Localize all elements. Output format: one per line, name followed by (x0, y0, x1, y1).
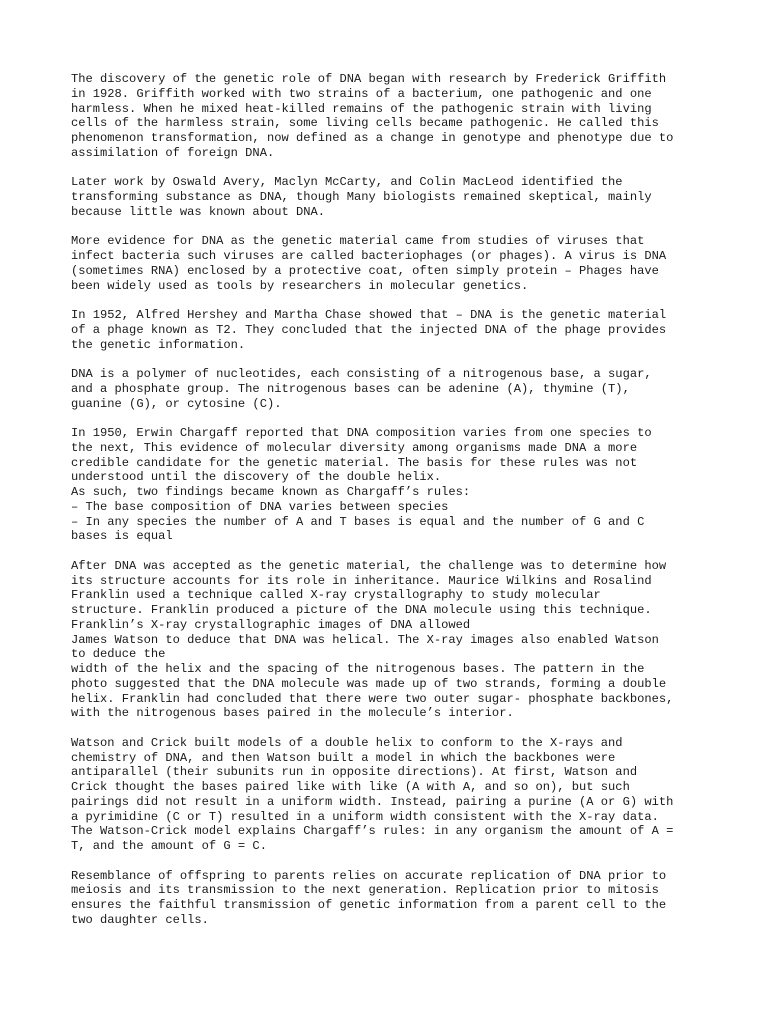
text-line: because little was known about DNA. (71, 204, 326, 219)
text-line: the genetic information. (71, 337, 246, 352)
text-line: Later work by Oswald Avery, Maclyn McCarty, and Colin MacLeod identified the (71, 175, 623, 190)
text-line: the next, This evidence of molecular diversity among organisms made DNA a more (71, 440, 638, 455)
text-line: its structure accounts for its role in inheritance. Maurice Wilkins and Rosalind (71, 573, 652, 588)
text-line: a pyrimidine (C or T) resulted in a uniform width consistent with the X-ray data. (71, 809, 659, 824)
text-line: Crick thought the bases paired like with like (A with A, and so on), but such (71, 780, 630, 794)
text-line: T, and the amount of G = C. (71, 839, 267, 853)
text-line: guanine (G), or cytosine (C). (71, 396, 282, 411)
text-line: DNA is a polymer of nucleotides, each consisting of a nitrogenous base, a sugar, (71, 367, 652, 381)
text-line: – In any species the number of A and T bases is equal and the number of G and C (71, 514, 645, 529)
paragraph-chargaff (71, 426, 711, 544)
text-line: assimilation of foreign DNA. (71, 145, 275, 160)
text-line: been widely used as tools by researchers in molecular genetics. (71, 278, 529, 293)
text-line: transforming substance as DNA, though Many biologists remained skeptical, mainly (71, 190, 652, 204)
text-line: James Watson to deduce that DNA was helical. The X-ray images also enabled Watson (71, 632, 659, 647)
text-line: Watson and Crick built models of a double helix to conform to the X-rays and (71, 735, 623, 750)
text-line: and a phosphate group. The nitrogenous bases can be adenine (A), thymine (T), (71, 381, 630, 396)
text-line: The discovery of the genetic role of DNA began with research by Frederick Griffith (71, 72, 667, 86)
paragraph-structure (71, 559, 711, 721)
text-line: bases is equal (71, 529, 173, 544)
text-line: of a phage known as T2. They concluded that the injected DNA of the phage provides (71, 322, 667, 337)
text-line: After DNA was accepted as the genetic material, the challenge was to determine how (71, 558, 667, 573)
text-line: chemistry of DNA, and then Watson built a model in which the backbones were (71, 750, 616, 765)
paragraph-watson-crick (71, 736, 711, 854)
text-line: understood until the discovery of the double helix. (71, 470, 442, 485)
text-line: Franklin used a technique called X-ray crystallography to study molecular (71, 588, 601, 603)
paragraph-viruses (71, 234, 711, 293)
text-line: Franklin’s X-ray crystallographic images of DNA allowed (71, 617, 471, 632)
text-line: As such, two findings became known as Chargaff’s rules: (71, 485, 471, 499)
text-line: Resemblance of offspring to parents relies on accurate replication of DNA prior to (71, 868, 667, 883)
paragraph-nucleotides (71, 367, 711, 411)
paragraph-avery (71, 175, 711, 219)
paragraph-hershey-chase (71, 308, 711, 352)
text-line: credible candidate for the genetic material. The basis for these rules was not (71, 455, 638, 470)
text-line: The Watson-Crick model explains Chargaff’s rules: in any organism the amount of A = (71, 824, 674, 839)
text-line: More evidence for DNA as the genetic material came from studies of viruses that (71, 234, 645, 249)
text-line: – The base composition of DNA varies between species (71, 499, 449, 514)
text-line: with the nitrogenous bases paired in the molecule’s interior. (71, 706, 514, 721)
text-line: structure. Franklin produced a picture of the DNA molecule using this technique. (71, 603, 652, 617)
text-line: to deduce the (71, 647, 166, 662)
paragraph-replication (71, 869, 711, 928)
text-line: infect bacteria such viruses are called bacteriophages (or phages). A virus is DNA (71, 249, 667, 263)
text-line: meiosis and its transmission to the next generation. Replication prior to mitosis (71, 883, 659, 898)
document-body (71, 72, 711, 942)
paragraph-griffith (71, 72, 711, 161)
text-line: antiparallel (their subunits run in opposite directions). At first, Watson and (71, 765, 638, 780)
text-line: In 1950, Erwin Chargaff reported that DNA composition varies from one species to (71, 426, 652, 440)
text-line: cells of the harmless strain, some living cells became pathogenic. He called this (71, 116, 659, 131)
text-line: two daughter cells. (71, 912, 209, 927)
text-line: pairings did not result in a uniform width. Instead, pairing a purine (A or G) with (71, 794, 674, 809)
text-line: phenomenon transformation, now defined as a change in genotype and phenotype due to (71, 131, 674, 145)
text-line: In 1952, Alfred Hershey and Martha Chase showed that – DNA is the genetic material (71, 308, 667, 322)
text-line: harmless. When he mixed heat-killed remains of the pathogenic strain with living (71, 101, 652, 116)
text-line: (sometimes RNA) enclosed by a protective coat, often simply protein – Phages have (71, 263, 659, 278)
text-line: ensures the faithful transmission of genetic information from a parent cell to the (71, 898, 667, 912)
text-line: in 1928. Griffith worked with two strains of a bacterium, one pathogenic and one (71, 86, 652, 101)
text-line: helix. Franklin had concluded that there were two outer sugar- phosphate backbones, (71, 691, 674, 706)
text-line: photo suggested that the DNA molecule was made up of two strands, forming a double (71, 676, 667, 691)
text-line: width of the helix and the spacing of the nitrogenous bases. The pattern in the (71, 662, 645, 676)
